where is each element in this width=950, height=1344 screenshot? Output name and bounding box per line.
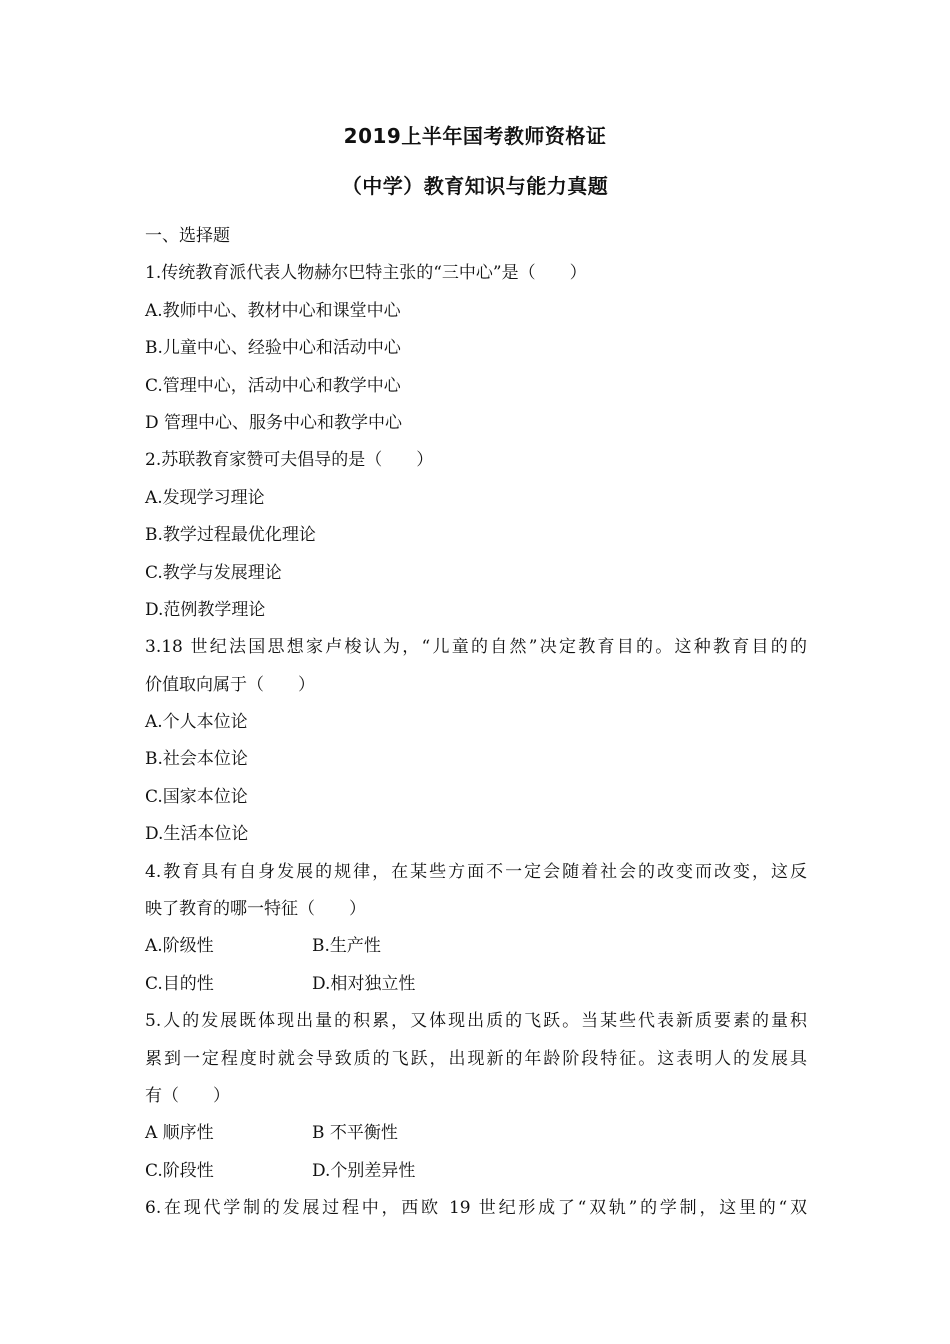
document-subtitle: （中学）教育知识与能力真题 [341,174,609,198]
question-1-option-c: C.管理中心，活动中心和教学中心 [145,375,401,396]
question-list [145,218,807,1228]
question-2-option-d: D.范例教学理论 [145,599,266,620]
question-4-option-d: D.相对独立性 [312,973,416,994]
question-1-option-b: B.儿童中心、经验中心和活动中心 [145,338,401,359]
question-4-stem-line-1: 4.教育具有自身发展的规律，在某些方面不一定会随着社会的改变而改变，这反 [145,861,807,882]
question-5-stem-line-2: 累到一定程度时就会导致质的飞跃，出现新的年龄阶段特征。这表明人的发展具 [145,1048,807,1069]
question-6-stem-line-1: 6.在现代学制的发展过程中，西欧 19 世纪形成了“双轨”的学制，这里的“双 [145,1198,807,1219]
question-2-option-c: C.教学与发展理论 [145,562,282,583]
question-3-option-a: A.个人本位论 [145,712,248,733]
question-3-option-d: D.生活本位论 [145,824,249,845]
question-3-option-b: B.社会本位论 [145,749,248,770]
question-5-stem-line-1: 5.人的发展既体现出量的积累，又体现出质的飞跃。当某些代表新质要素的量积 [145,1011,807,1032]
question-5-option-b: B 不平衡性 [312,1123,398,1144]
question-2-stem: 2.苏联教育家赞可夫倡导的是（ ） [145,450,434,471]
question-5-option-c: C.阶段性 [145,1160,214,1181]
question-3-stem-line-1: 3.18 世纪法国思想家卢梭认为，“儿童的自然”决定教育目的。这种教育目的的 [145,637,807,658]
question-1-option-d: D 管理中心、服务中心和教学中心 [145,412,403,433]
document-title: 2019上半年国考教师资格证 [343,124,607,148]
question-1-stem: 1.传统教育派代表人物赫尔巴特主张的“三中心”是（ ） [145,263,587,284]
question-5-stem-line-3: 有（ ） [145,1085,230,1106]
question-4-options-row-2 [145,966,807,1003]
question-4-stem-line-2: 映了教育的哪一特征（ ） [145,899,366,920]
question-5-options-row-1 [145,1115,807,1152]
question-4-options-row-1 [145,928,807,965]
question-2-option-a: A.发现学习理论 [145,487,265,508]
question-4-option-c: C.目的性 [145,973,214,994]
question-4-option-b: B.生产性 [312,936,381,957]
question-1-option-a: A.教师中心、教材中心和课堂中心 [145,300,401,321]
question-3-option-c: C.国家本位论 [145,786,248,807]
question-5-options-row-2 [145,1153,807,1190]
question-5-option-a: A 顺序性 [145,1123,214,1144]
question-4-option-a: A.阶级性 [145,936,214,957]
question-3-stem-line-2: 价值取向属于（ ） [145,674,315,695]
section-heading: 一、选择题 [145,226,230,246]
question-5-option-d: D.个别差异性 [312,1160,416,1181]
question-2-option-b: B.教学过程最优化理论 [145,525,316,546]
